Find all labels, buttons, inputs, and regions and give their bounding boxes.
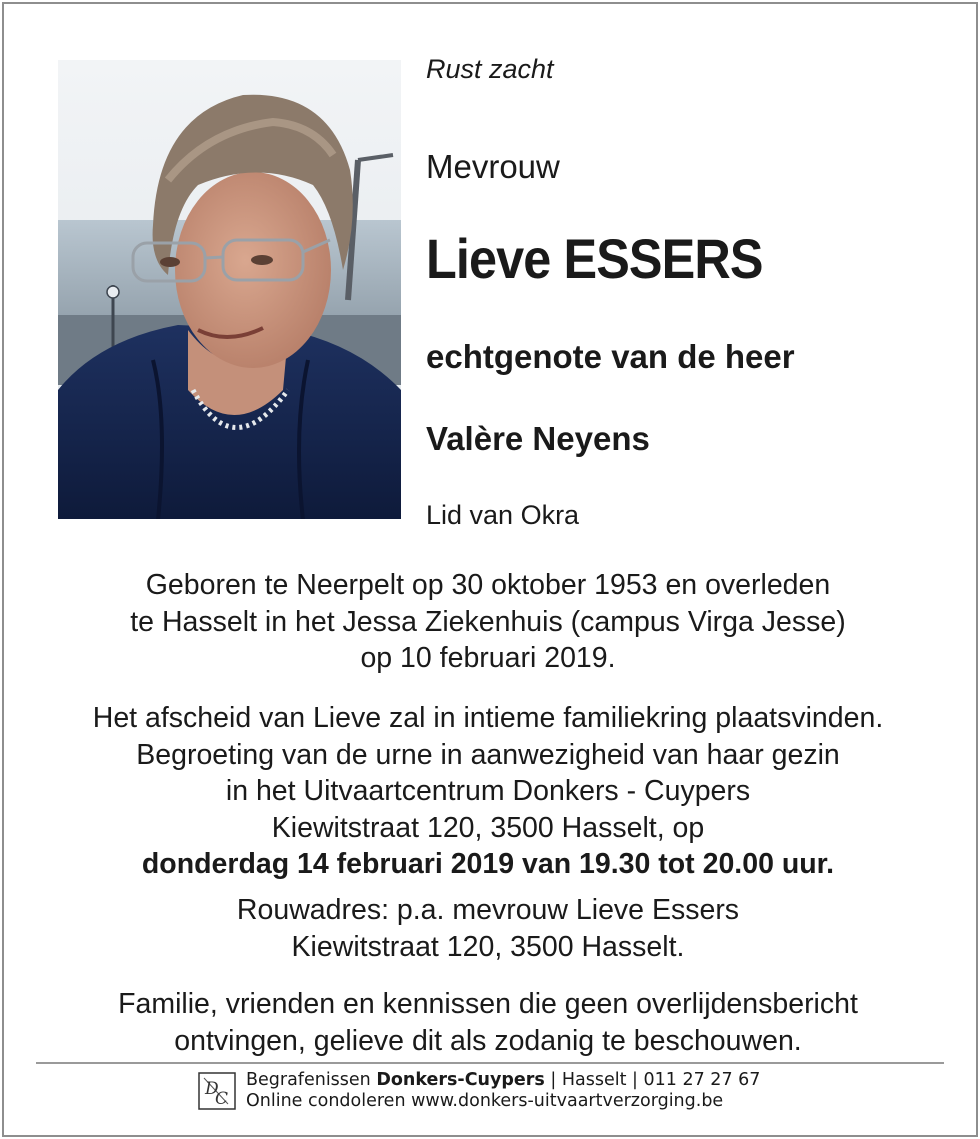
closing-paragraph (0, 986, 976, 1059)
funeral-home-logo-icon (198, 1072, 236, 1110)
svg-text:D: D (205, 1079, 219, 1099)
text-line: Kiewitstraat 120, 3500 Hasselt, op (271, 811, 705, 844)
text-line: Familie, vrienden en kennissen die geen overlijdensbericht (118, 988, 858, 1020)
text-line: Rouwadres: p.a. mevrouw Lieve Essers (236, 894, 740, 926)
title-prefix: Mevrouw (426, 148, 560, 185)
text-line: Kiewitstraat 120, 3500 Hasselt. (291, 930, 685, 963)
text-line: te Hasselt in het Jessa Ziekenhuis (campus Virga Jesse) (130, 605, 846, 638)
spouse-name: Valère Neyens (426, 420, 650, 457)
farewell-date-time: donderdag 14 februari 2019 van 19.30 tot 20.00 uur. (141, 848, 835, 880)
membership-text: Lid van Okra (426, 500, 580, 530)
opening-phrase: Rust zacht (426, 54, 554, 84)
footer-line-online: Online condoleren www.donkers-uitvaartverzorging.be (246, 1091, 724, 1111)
footer-contact: | Hasselt | 011 27 27 67 (544, 1070, 761, 1090)
deceased-name: Lieve ESSERS (426, 227, 763, 290)
footer-text (246, 1070, 760, 1112)
footer-line-company (246, 1070, 760, 1091)
text-line: in het Uitvaartcentrum Donkers - Cuypers (225, 775, 751, 807)
text-line: op 10 februari 2019. (360, 642, 616, 674)
text-line: Het afscheid van Lieve zal in intieme familiekring plaatsvinden. (92, 702, 884, 734)
farewell-paragraph (0, 700, 976, 883)
footer-company-name: Donkers-Cuypers (376, 1070, 545, 1090)
text-line: Geboren te Neerpelt op 30 oktober 1953 en overleden (145, 569, 831, 601)
text-line: Begroeting van de urne in aanwezigheid van haar gezin (136, 738, 840, 771)
mourning-address (0, 892, 976, 965)
text-line: ontvingen, gelieve dit als zodanig te beschouwen. (174, 1024, 802, 1057)
birth-death-paragraph (0, 567, 976, 677)
relation-text: echtgenote van de heer (426, 338, 795, 375)
svg-text:C: C (215, 1089, 229, 1109)
portrait-photo (58, 60, 401, 519)
footer-divider (36, 1062, 944, 1064)
footer-prefix: Begrafenissen (246, 1070, 377, 1090)
